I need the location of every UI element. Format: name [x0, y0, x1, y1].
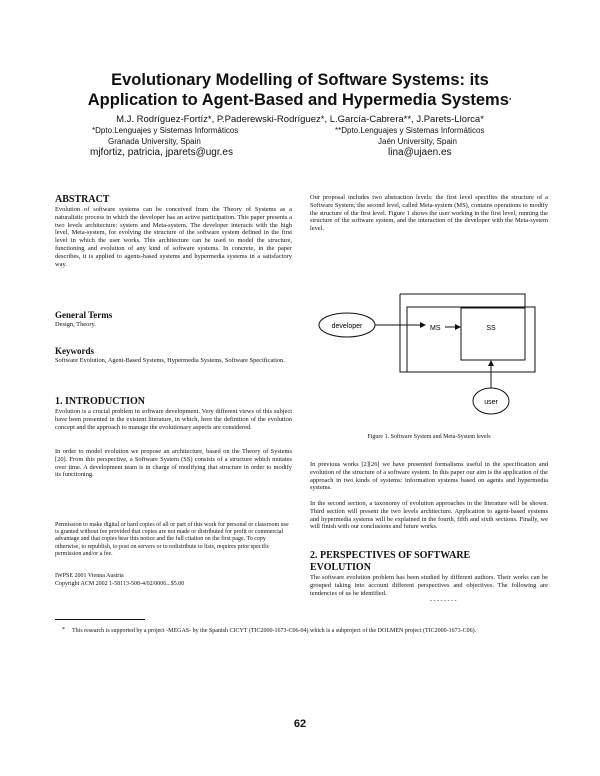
right-paragraph-2: In previous works [2][26] we have presented formalisms useful in the specification and evolution of the structure of a software system. In this paper our aim is the application of the approach in two kinds of systems: information systems based on agents and hypermedia systems. — [310, 461, 548, 492]
general-terms-heading: General Terms — [55, 310, 113, 320]
general-terms-text: Design, Theory. — [55, 321, 96, 328]
ms-label: MS — [430, 325, 441, 332]
keywords-text: Software Evolution, Agent-Based Systems, Hypermedia Systems, Software Specification. — [55, 357, 285, 364]
arrow-head-ms — [455, 324, 461, 330]
figure-1-caption: Figure 1. Software System and Meta-System levels — [367, 434, 491, 440]
user-label: user — [484, 399, 498, 406]
paper-title-text: Application to Agent-Based and Hypermedia Systems — [87, 91, 509, 109]
copyright-line: Copyright ACM 2002 1-58113-508-4/02/0006...$5.00 — [55, 581, 185, 587]
arrow-head-developer — [420, 322, 426, 328]
arrow-head-user — [488, 360, 494, 366]
author-list: M.J. Rodríguez-Fortíz*, P.Paderewski-Rodríguez*, L.García-Cabrera**, J.Parets-Llorca* — [116, 114, 484, 125]
introduction-paragraph-2: In order to model evolution we propose an architecture, based on the Theory of Systems [20]. From this perspective, a Software System (SS) consists of a structure which mutates over time. A development team is in charge of modifying that structure in order to modify its functioning. — [55, 448, 292, 479]
section-2-text: The software evolution problem has been studied by different authors. Their works can be grouped taking into account different perspectives and objectives. The following are tendencies of us he identified. — [310, 574, 548, 597]
affiliation-right-univ: Jaén University, Spain — [378, 137, 457, 146]
paper-title-line-2 — [40, 90, 560, 110]
affiliation-left-dept: *Dpto.Lenguajes y Sistemas Informáticos — [92, 126, 239, 135]
ss-box — [461, 308, 525, 360]
introduction-heading: 1. INTRODUCTION — [55, 396, 146, 407]
figure-1-diagram — [305, 278, 555, 428]
affiliation-left-univ: Granada University, Spain — [108, 137, 201, 146]
keywords-heading: Keywords — [55, 346, 94, 356]
abstract-heading: ABSTRACT — [55, 194, 110, 205]
conference-line: IWPSE 2001 Vienna Austria — [55, 573, 124, 579]
abstract-text: Evolution of software systems can be conceived from the Theory of Systems as a naturalistic process in which the developer has an active participation. This paper presents a two levels architecture: system and Meta-system. The developer interacts with the high level, Meta-system, for evolving the structure of the software system defined in the first level in which the user works. This architecture can be used to model the structure, functioning and evolution of any kind of software systems. In concrete, in the paper describes, it is applied to agents-based systems and hypermedia systems in a satisfactory way. — [55, 206, 292, 268]
ss-label: SS — [486, 325, 496, 332]
introduction-paragraph-1: Evolution is a crucial problem in software development. Very different views of this subject have been presented in the existent literature, in which, here the definition of the evolution concept and the approach to manage the evolutionary aspects are considered. — [55, 408, 292, 431]
section-2-heading-line-2: EVOLUTION — [310, 562, 371, 573]
email-left: mjfortiz, patricia, jparets@ugr.es — [90, 147, 233, 158]
footnote-text: This research is supported by a project -MEGAS- by the Spanish CICYT (TIC2000-1673-C06-04) which is a subproject of the DOLMEN project (TIC2000-1673-C06). — [72, 628, 477, 634]
affiliation-right-dept: **Dpto.Lenguajes y Sistemas Informáticos — [335, 126, 485, 135]
paper-title-line-1: Evolutionary Modelling of Software Systems: its — [111, 71, 489, 89]
section-2-dashes: - - - - - - - - — [430, 598, 457, 604]
right-paragraph-3: In the second section, a taxonomy of evolution approaches in the literature will be shown. Third section will present the two levels architecture. Application to agent-based systems and hypermedia systems will be explained in the fourth, fifth and sixth sections. Finally, we will finish with our conclusions and future works. — [310, 500, 548, 531]
section-2-heading-line-1: 2. PERSPECTIVES OF SOFTWARE — [310, 550, 471, 561]
page-number: 62 — [293, 718, 307, 730]
email-right: lina@ujaen.es — [388, 147, 452, 158]
permission-notice: Permission to make digital or hard copies of all or part of this work for personal or classroom use is granted without fee provided that copies are not made or distributed for profit or commercial advantage and that copies bear this notice and the full citation on the first page. To copy otherwise, to republish, to post on servers or to redistribute to lists, requires prior specific permission and/or a fee. — [55, 522, 289, 557]
title-footnote-mark: · — [508, 94, 513, 105]
right-intro-paragraph: Our proposal includes two abstraction levels: the first level specifies the structure of a Software System; the second level, called Meta-system (MS), contains operations to modify the structure of the first level. Figure 1 shows the user working in the first level, running the structure of the software system, and the interaction of the developer with the Meta-system level. — [310, 194, 548, 233]
developer-label: developer — [331, 323, 363, 330]
footnote-rule — [55, 619, 145, 620]
footnote-mark: * — [62, 627, 65, 633]
